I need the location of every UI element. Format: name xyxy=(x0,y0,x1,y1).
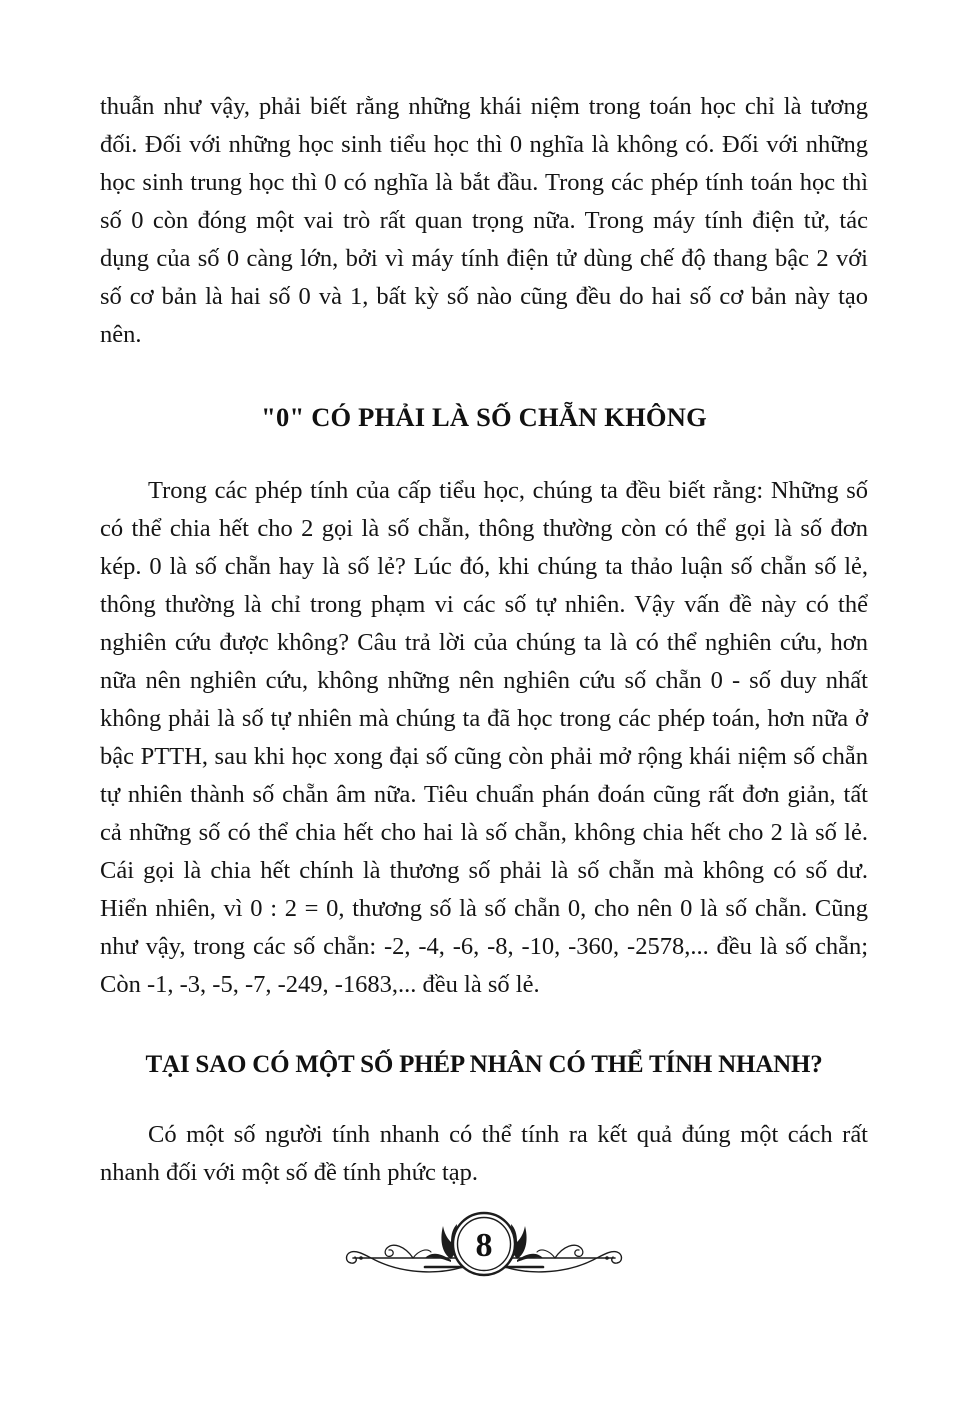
paragraph-zero-even: Trong các phép tính của cấp tiểu học, chúng ta đều biết rằng: Những số có thể chia hết cho 2 gọi là số chẵn, thông thường còn có thể gọi là số đơn kép. 0 là số chẵn hay là số lẻ? Lúc đó, khi chúng ta thảo luận số chẵn số lẻ, thông thường là chỉ trong phạm vi các số tự nhiên. Vậy vấn đề này có thể nghiên cứu được không? Câu trả lời của chúng ta là có thể nghiên cứu, hơn nữa nên nghiên cứu, không những nên nghiên cứu số chẵn 0 - số duy nhất không phải là số tự nhiên mà chúng ta đã học trong các phép toán, hơn nữa ở bậc PTTH, sau khi học xong đại số cũng còn phải mở rộng khái niệm số chẵn tự nhiên thành số chẵn âm nữa. Tiêu chuẩn phán đoán cũng rất đơn giản, tất cả những số có thể chia hết cho hai là số chẵn, không chia hết cho 2 là số lẻ. Cái gọi là chia hết chính là thương số phải là số chẵn mà không có số dư. Hiển nhiên, vì 0 : 2 = 0, thương số là số chẵn 0, cho nên 0 là số chẵn. Cũng như vậy, trong các số chẵn: -2, -4, -6, -8, -10, -360, -2578,... đều là số chẵn; Còn -1, -3, -5, -7, -249, -1683,... đều là số lẻ. xyxy=(100,477,868,998)
heading-zero-even: "0" CÓ PHẢI LÀ SỐ CHẴN KHÔNG xyxy=(261,402,707,432)
flourish-ornament-icon xyxy=(339,1202,629,1306)
paragraph-fast-multiplication: Có một số người tính nhanh có thể tính ra kết quả đúng một cách rất nhanh đối với một số đề tính phức tạp. xyxy=(100,1121,868,1186)
page-number: 8 xyxy=(475,1227,493,1264)
page-footer xyxy=(100,1202,868,1311)
paragraph-zero-role: thuẫn như vậy, phải biết rằng những khái niệm trong toán học chỉ là tương đối. Đối với những học sinh tiểu học thì 0 nghĩa là không có. Đối với những học sinh trung học thì 0 có nghĩa là bắt đầu. Trong các phép tính toán học thì số 0 còn đóng một vai trò rất quan trọng nữa. Trong máy tính điện tử, tác dụng của số 0 càng lớn, bởi vì máy tính điện tử dùng chế độ thang bậc 2 với số cơ bản là hai số 0 và 1, bất kỳ số nào cũng đều do hai số cơ bản này tạo nên. xyxy=(100,93,868,348)
heading-fast-multiplication: TẠI SAO CÓ MỘT SỐ PHÉP NHÂN CÓ THỂ TÍNH NHANH? xyxy=(145,1051,823,1078)
